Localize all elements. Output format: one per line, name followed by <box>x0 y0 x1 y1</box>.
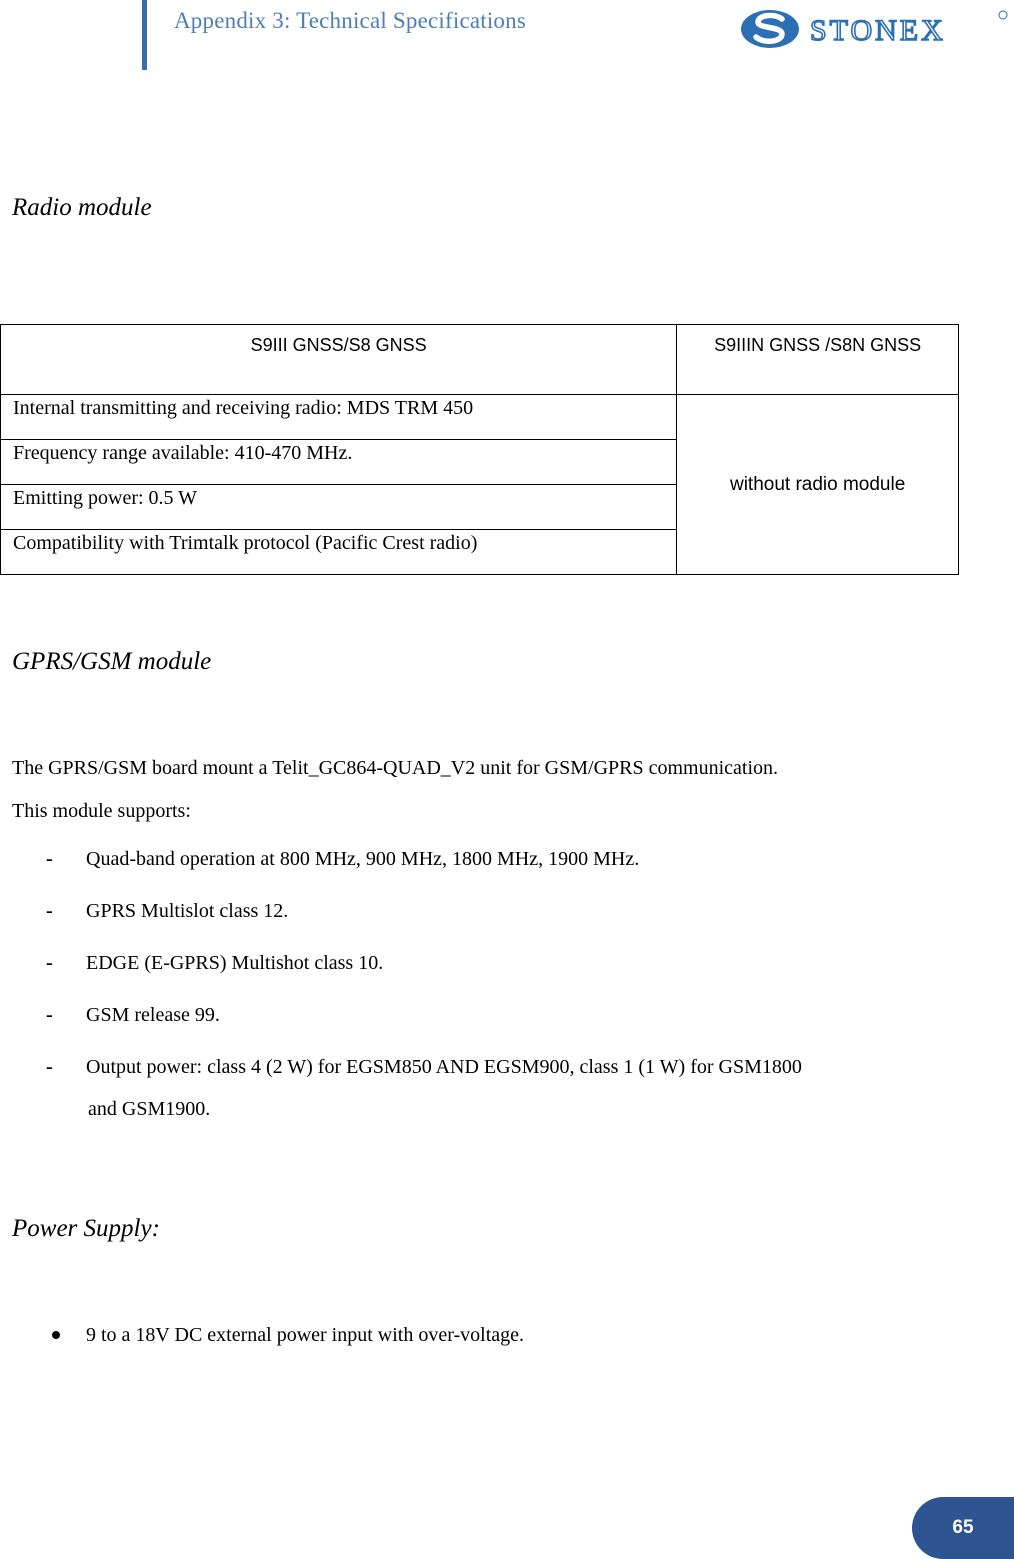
table-cell-without-radio: without radio module <box>677 395 959 575</box>
page-number-badge: 65 <box>912 1497 1014 1559</box>
table-cell-power: Emitting power: 0.5 W <box>1 485 677 530</box>
list-item-text-continued: and GSM1900. <box>88 1098 211 1120</box>
power-supply-heading: Power Supply: <box>12 1215 160 1242</box>
dash-marker: - <box>46 900 53 922</box>
dash-marker: - <box>46 848 53 870</box>
list-item-text: EDGE (E-GPRS) Multishot class 10. <box>86 952 384 974</box>
header-title: Appendix 3: Technical Specifications <box>174 8 526 33</box>
gprs-intro-line2: This module supports: <box>12 800 191 822</box>
radio-spec-table <box>0 324 959 575</box>
list-item <box>44 949 1004 977</box>
header-accent-bar <box>142 0 147 70</box>
table-cell-radio: Internal transmitting and receiving radio: MDS TRM 450 <box>1 395 677 440</box>
dash-marker: - <box>46 1004 53 1026</box>
list-item <box>44 1001 1004 1029</box>
list-item <box>44 897 1004 925</box>
table-row <box>1 395 959 440</box>
list-item-text: GSM release 99. <box>86 1004 220 1026</box>
col-header-s9iiin: S9IIIN GNSS /S8N GNSS <box>677 325 959 395</box>
list-item-text: GPRS Multislot class 12. <box>86 900 289 922</box>
table-cell-frequency: Frequency range available: 410-470 MHz. <box>1 440 677 485</box>
table-cell-compatibility: Compatibility with Trimtalk protocol (Pacific Crest radio) <box>1 530 677 575</box>
list-item-text: 9 to a 18V DC external power input with over-voltage. <box>86 1324 525 1346</box>
col-header-s9iii: S9III GNSS/S8 GNSS <box>1 325 677 395</box>
dash-marker: - <box>46 1056 53 1078</box>
gprs-intro-line1: The GPRS/GSM board mount a Telit_GC864-QUAD_V2 unit for GSM/GPRS communication. <box>12 757 779 779</box>
list-item-text: Quad-band operation at 800 MHz, 900 MHz, 1800 MHz, 1900 MHz. <box>86 848 640 870</box>
stonex-logo <box>740 6 1010 52</box>
radio-module-heading: Radio module <box>12 194 152 221</box>
gprs-module-heading: GPRS/GSM module <box>12 648 212 675</box>
bullet-icon <box>52 1331 60 1339</box>
dash-marker: - <box>46 952 53 974</box>
power-supply-list <box>44 1320 524 1350</box>
list-item <box>44 1320 524 1350</box>
list-item-text: Output power: class 4 (2 W) for EGSM850 AND EGSM900, class 1 (1 W) for GSM1800 <box>86 1056 802 1078</box>
gprs-feature-list <box>44 845 1004 1147</box>
svg-text:STONEX: STONEX <box>810 14 946 47</box>
list-item <box>44 845 1004 873</box>
table-header-row <box>1 325 959 395</box>
list-item <box>44 1053 1004 1123</box>
